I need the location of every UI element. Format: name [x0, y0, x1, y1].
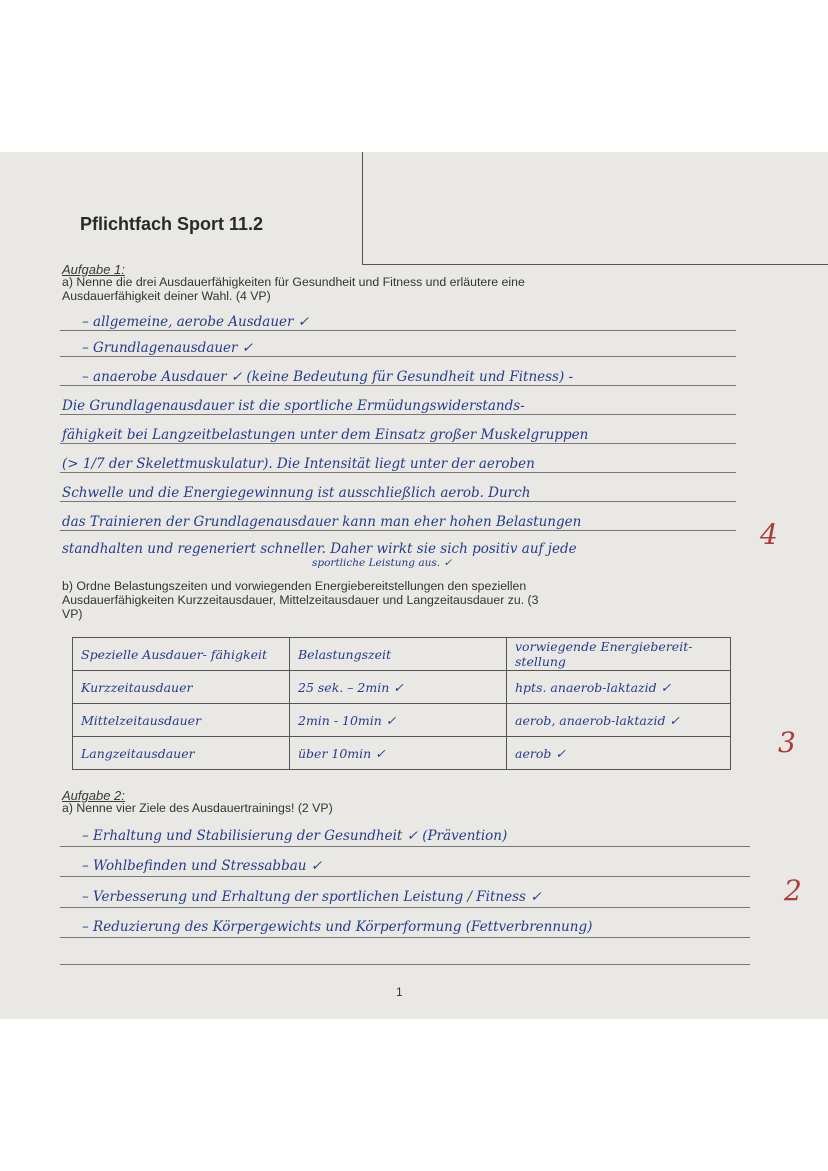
answer-line: standhalten und regeneriert schneller. Daher wirkt sie sich positiv auf jede — [62, 541, 577, 557]
grade-mark: 4 — [760, 518, 778, 551]
grade-mark: 3 — [778, 726, 796, 759]
table-cell: 25 sek. – 2min ✓ — [290, 671, 507, 704]
answer-line: – allgemeine, aerobe Ausdauer ✓ — [82, 314, 310, 330]
answer-rule — [60, 876, 750, 877]
answer-rule — [60, 356, 736, 357]
answer-line: – Reduzierung des Körpergewichts und Körperformung (Fettverbrennung) — [82, 919, 593, 935]
table-cell: 2min - 10min ✓ — [290, 704, 507, 737]
answer-line: – Wohlbefinden und Stressabbau ✓ — [82, 858, 323, 874]
table-cell: aerob ✓ — [507, 737, 731, 770]
answer-rule — [60, 443, 736, 444]
table-header-cell: Spezielle Ausdauer- fähigkeit — [73, 638, 290, 671]
table-header-cell: Belastungszeit — [290, 638, 507, 671]
grade-mark: 2 — [784, 874, 802, 907]
answer-line: Die Grundlagenausdauer ist die sportliche Ermüdungswiderstands- — [62, 398, 525, 414]
table-row — [73, 671, 731, 704]
aufgabe2-heading: Aufgabe 2: — [62, 788, 125, 803]
worksheet-page — [0, 152, 828, 1019]
answer-rule — [60, 964, 750, 965]
answer-rule — [60, 385, 736, 386]
table-row — [73, 704, 731, 737]
answer-rule — [60, 530, 736, 531]
aufgabe1-b-prompt-line1: b) Ordne Belastungszeiten und vorwiegenden Energiebereitstellungen den speziellen — [62, 579, 527, 593]
answer-line: fähigkeit bei Langzeitbelastungen unter dem Einsatz großer Muskelgruppen — [62, 427, 589, 443]
answer-line: – Verbesserung und Erhaltung der sportlichen Leistung / Fitness ✓ — [82, 889, 542, 905]
table-cell: Langzeitausdauer — [73, 737, 290, 770]
answer-line: Schwelle und die Energiegewinnung ist ausschließlich aerob. Durch — [62, 485, 531, 501]
table-cell: über 10min ✓ — [290, 737, 507, 770]
answer-line: – anaerobe Ausdauer ✓ (keine Bedeutung für Gesundheit und Fitness) - — [82, 369, 574, 385]
table-cell: Mittelzeitausdauer — [73, 704, 290, 737]
answer-rule — [60, 907, 750, 908]
answer-rule — [60, 414, 736, 415]
table-header-row — [73, 638, 731, 671]
answer-line: – Erhaltung und Stabilisierung der Gesundheit ✓ (Prävention) — [82, 828, 508, 844]
answer-rule — [60, 846, 750, 847]
ausdauer-table — [72, 637, 731, 770]
table-cell: Kurzzeitausdauer — [73, 671, 290, 704]
aufgabe1-a-prompt-line1: a) Nenne die drei Ausdauerfähigkeiten für Gesundheit und Fitness und erläutere eine — [62, 275, 525, 289]
answer-rule — [60, 937, 750, 938]
answer-line: – Grundlagenausdauer ✓ — [82, 340, 254, 356]
answer-rule — [60, 330, 736, 331]
answer-line: (> 1/7 der Skelettmuskulatur). Die Intensität liegt unter der aeroben — [62, 456, 535, 472]
table-row — [73, 737, 731, 770]
table-header-cell: vorwiegende Energiebereit- stellung — [507, 638, 731, 671]
aufgabe1-a-prompt-line2: Ausdauerfähigkeit deiner Wahl. (4 VP) — [62, 289, 271, 303]
page-title: Pflichtfach Sport 11.2 — [80, 214, 264, 234]
page-number: 1 — [396, 985, 403, 999]
aufgabe1-heading: Aufgabe 1: — [62, 262, 125, 277]
name-box — [362, 152, 828, 265]
aufgabe1-b-prompt-line3: VP) — [62, 607, 83, 621]
table-cell: hpts. anaerob-laktazid ✓ — [507, 671, 731, 704]
answer-line: das Trainieren der Grundlagenausdauer kann man eher hohen Belastungen — [62, 514, 582, 530]
aufgabe2-a-prompt: a) Nenne vier Ziele des Ausdauertrainings! (2 VP) — [62, 801, 333, 815]
aufgabe1-b-prompt-line2: Ausdauerfähigkeiten Kurzzeitausdauer, Mittelzeitausdauer und Langzeitausdauer zu. (3 — [62, 593, 539, 607]
table-cell: aerob, anaerob-laktazid ✓ — [507, 704, 731, 737]
answer-insert: sportliche Leistung aus. ✓ — [312, 557, 453, 569]
answer-rule — [60, 472, 736, 473]
answer-rule — [60, 501, 736, 502]
